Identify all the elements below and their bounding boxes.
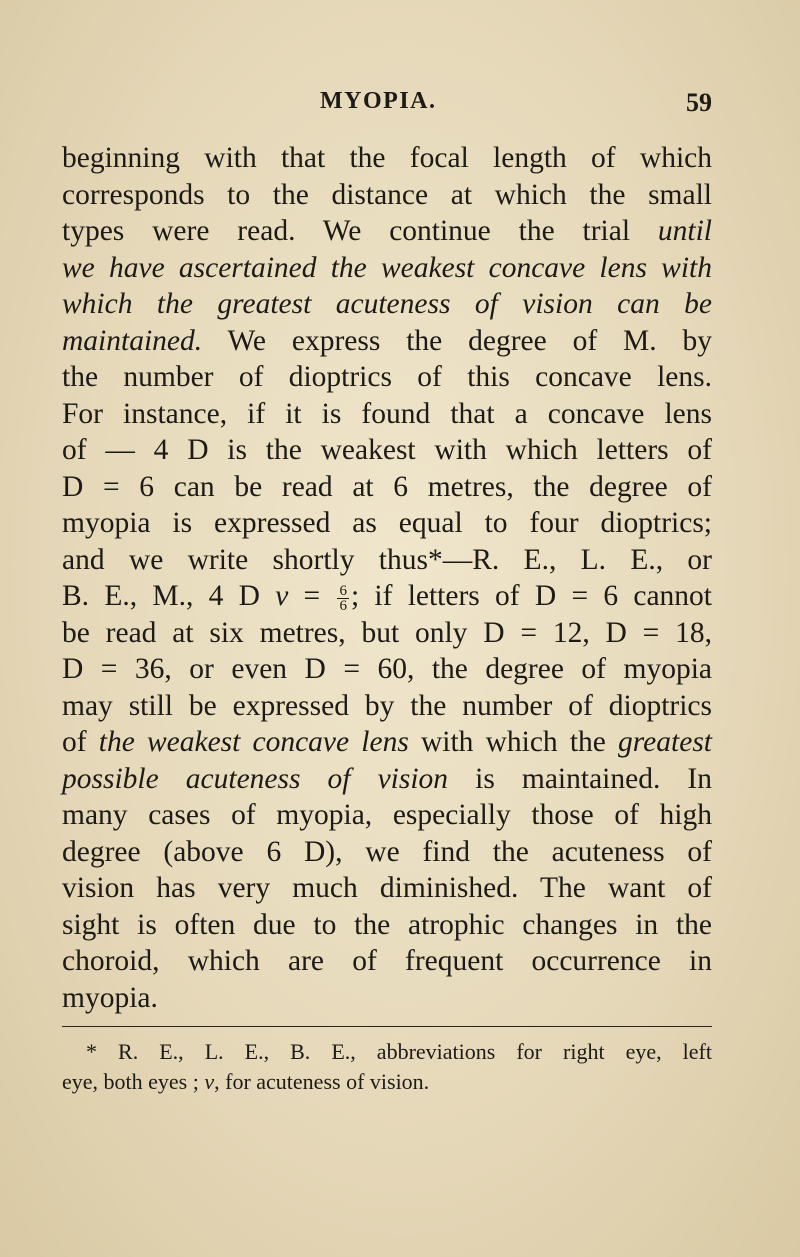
body-italic-text: we have ascertained the weakest concave lens with (62, 251, 712, 284)
footnote (62, 1037, 712, 1097)
body-line (62, 432, 712, 469)
body-text: types were read. We continue the trial (62, 215, 658, 247)
body-italic-text: which the greatest acuteness of vision can be (62, 288, 712, 320)
body-text: D = 36, or even D = 60, the degree of myopia (62, 653, 712, 685)
page-header (62, 88, 712, 132)
body-text: = (288, 580, 336, 612)
body-italic-text: greatest (618, 726, 712, 758)
footnote-rule (62, 1026, 712, 1027)
body-text: with which the (408, 726, 619, 758)
page-number: 59 (686, 88, 712, 117)
body-italic-text: v (275, 580, 289, 612)
body-line (62, 761, 712, 798)
body-text: and we write shortly thus*—R. E., L. E., or (62, 543, 712, 576)
body-line (62, 907, 712, 944)
body-line (62, 578, 712, 615)
body-line (62, 140, 712, 177)
body-italic-text: until (657, 215, 712, 247)
footnote-text: , for acuteness of vision. (214, 1069, 430, 1094)
body-line (62, 980, 712, 1017)
body-line (62, 250, 712, 287)
fraction-numerator: 6 (339, 582, 347, 599)
body-text: of (62, 726, 99, 758)
body-text: is maintained. In (448, 762, 712, 795)
book-page (62, 88, 712, 1097)
body-text: choroid, which are of frequent occurrence in (62, 945, 712, 977)
body-line (62, 870, 712, 907)
body-line (62, 213, 712, 250)
body-italic-text: maintained. (62, 324, 203, 357)
body-text: vision has very much diminished. The want of (62, 872, 712, 904)
body-text: For instance, if it is found that a concave lens (62, 397, 712, 430)
footnote-line (62, 1037, 712, 1067)
footnote-text: eye, both eyes ; (62, 1069, 205, 1094)
body-text: myopia is expressed as equal to four dioptrics; (62, 507, 712, 539)
fraction-denominator: 6 (339, 597, 347, 614)
footnote-line (62, 1067, 712, 1097)
body-line (62, 505, 712, 542)
fraction (337, 584, 349, 613)
body-text: be read at six metres, but only D = 12, D = 18, (62, 616, 712, 649)
body-text: B. E., M., 4 D (62, 580, 276, 612)
body-text: corresponds to the distance at which the small (62, 178, 712, 211)
body-italic-text: the weakest concave lens (98, 726, 409, 758)
body-text: We express the degree of M. by (202, 324, 712, 357)
footnote-italic-text: v (204, 1069, 215, 1094)
body-line (62, 286, 712, 323)
body-line (62, 469, 712, 506)
body-line (62, 396, 712, 433)
body-text: beginning with that the focal length of which (62, 142, 712, 174)
body-line (62, 359, 712, 396)
body-line (62, 943, 712, 980)
body-text: may still be expressed by the number of dioptrics (62, 689, 712, 722)
body-line (62, 797, 712, 834)
body-text: degree (above 6 D), we find the acuteness of (62, 835, 712, 868)
body-line (62, 615, 712, 652)
body-text: many cases of myopia, especially those of high (62, 799, 712, 831)
body-text: the number of dioptrics of this concave lens. (62, 361, 712, 393)
body-line (62, 834, 712, 871)
body-line (62, 177, 712, 214)
body-line (62, 542, 712, 579)
body-text: of — 4 D is the weakest with which letters of (62, 434, 712, 466)
body-line (62, 323, 712, 360)
body-line (62, 688, 712, 725)
body-line (62, 651, 712, 688)
main-paragraph (62, 140, 712, 1016)
body-italic-text: possible acuteness of vision (62, 762, 449, 795)
body-text: ; if letters of D = 6 cannot (350, 580, 712, 612)
body-text: D = 6 can be read at 6 metres, the degree of (62, 470, 712, 503)
footnote-text: * R. E., L. E., B. E., abbreviations for right eye, left (86, 1039, 712, 1064)
body-line (62, 724, 712, 761)
running-head: MYOPIA. (320, 88, 437, 114)
body-text: myopia. (62, 981, 158, 1014)
body-text: sight is often due to the atrophic changes in the (62, 908, 712, 941)
